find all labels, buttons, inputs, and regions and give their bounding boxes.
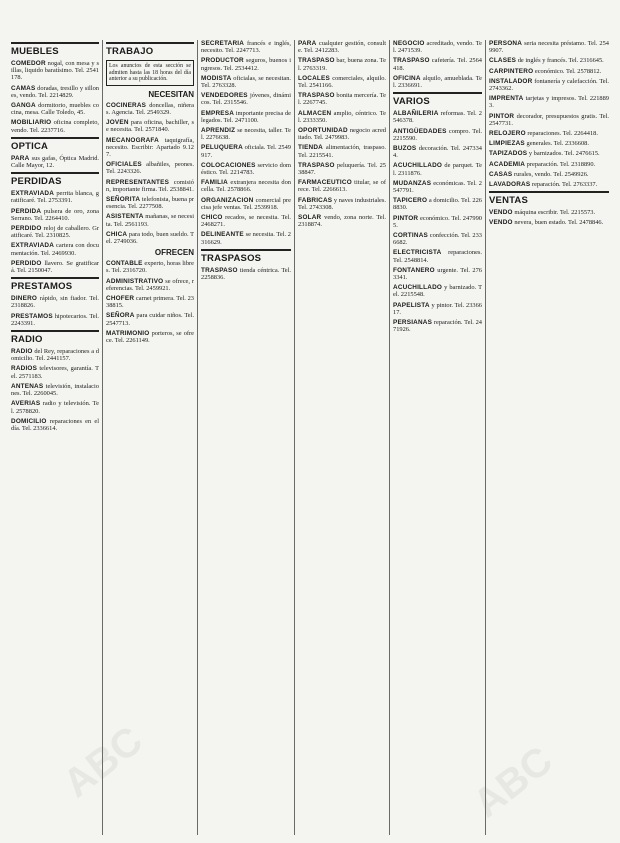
ad-lead-word: ALMACEN [298, 109, 332, 117]
ad-text: extranjera necesita doncella. Tel. 2578866. [201, 179, 291, 194]
ad-lead-word: INSTALADOR [489, 77, 533, 85]
ad-lead-word: ACADEMIA [489, 160, 526, 168]
classified-ad [298, 127, 386, 141]
ad-lead-word: VENDO [489, 209, 513, 217]
classified-ad [11, 383, 99, 397]
classified-ad [11, 313, 99, 327]
classified-ad [201, 92, 291, 106]
classified-ad [106, 231, 194, 245]
classified-ad [11, 242, 99, 256]
classified-ad [11, 60, 99, 82]
classified-ad [298, 162, 386, 176]
classified-ad [489, 209, 609, 216]
classified-ad [393, 57, 482, 71]
ad-lead-word: ADMINISTRATIVO [106, 277, 164, 285]
subsection-heading: NECESITAN [148, 89, 194, 99]
ad-lead-word: CORTINAS [393, 232, 428, 240]
ad-text: máquina escribir. Tel. 2215573. [514, 209, 596, 217]
ad-text: oficina completo, vendo. Tel. 2237716. [11, 119, 99, 134]
ad-lead-word: LIMPIEZAS [489, 140, 525, 148]
ad-lead-word: CHICO [201, 214, 223, 222]
classified-ad [106, 179, 194, 193]
ad-lead-word: TAPICERO [393, 197, 428, 205]
ad-text: televisión, instalaciones. Tel. 2260045. [11, 382, 99, 398]
ad-text: porteros, se ofrece. Tel. 2261149. [106, 329, 194, 345]
classified-ad [201, 57, 291, 71]
ad-lead-word: TRASPASO [298, 161, 335, 169]
ad-text: reloj de caballero. Gratificaré. Tel. 2310825. [11, 225, 99, 240]
classified-ad [11, 295, 99, 309]
ad-lead-word: IMPRENTA [489, 95, 524, 103]
ad-text: urgente. Tel. 2763341. [393, 266, 482, 282]
ad-lead-word: TRASPASO [298, 57, 335, 65]
ad-lead-word: CASAS [489, 170, 513, 178]
subsection-heading: OFRECEN [154, 248, 194, 258]
classified-ad [201, 40, 291, 54]
ad-lead-word: PRODUCTOR [201, 57, 244, 65]
ad-text: alimentación, traspaso. Tel. 2215541. [298, 144, 386, 159]
ad-lead-word: TRASPASO [298, 92, 335, 100]
ad-lead-word: PERSIANAS [393, 319, 433, 327]
ad-text: preparación. Tel. 2318890. [526, 160, 596, 168]
column-3 [198, 40, 295, 835]
classified-ad [106, 260, 194, 274]
classified-ad [393, 215, 482, 229]
classified-ad [393, 40, 482, 54]
ad-lead-word: LOCALES [298, 74, 330, 82]
ad-lead-word: AVERIAS [11, 400, 41, 408]
ad-text: recados, se necesita. Tel. 2468271. [201, 214, 291, 229]
ad-lead-word: NEGOCIO [393, 40, 425, 47]
ad-lead-word: ALBAÑILERIA [393, 110, 439, 118]
classified-ad [11, 418, 99, 432]
ad-text: doradas, tresillo y sillones, vendo. Tel. 2214829. [11, 84, 99, 99]
ad-lead-word: CAMAS [11, 84, 36, 92]
ad-lead-word: ANTENAS [11, 382, 44, 390]
ad-text: negocio acreditado. Tel. 2479983. [298, 127, 386, 142]
classified-ad [106, 196, 194, 210]
classified-ad [11, 119, 99, 133]
ad-text: dormitorio, muebles cocina, mesa. Calle Toledo, 45. [11, 102, 99, 117]
classified-ad [11, 348, 99, 362]
ad-text: importante precisa delegados. Tel. 2471100. [201, 109, 291, 124]
watermark: ABC [465, 738, 561, 827]
ad-lead-word: ANTIGÜEDADES [393, 127, 447, 135]
section-rule [489, 191, 609, 193]
section-rule [11, 172, 99, 174]
ad-text: oficialas, se necesitan. Tel. 2763328. [201, 74, 291, 90]
classified-ad [106, 312, 194, 326]
section-rule [11, 277, 99, 279]
classified-ad [393, 267, 482, 281]
section-heading: TRABAJO [106, 46, 154, 57]
classified-ad [11, 260, 99, 274]
ad-lead-word: COMEDOR [11, 60, 46, 67]
section-heading: RADIO [11, 334, 43, 346]
ad-text: vendo, zona norte. Tel. 2318874. [298, 214, 386, 229]
ad-text: para oficina, bachiller, se necesita. Tel. 2571840. [106, 119, 194, 134]
ad-text: de inglés y francés. Tel. 2316645. [517, 57, 604, 65]
ad-lead-word: PAPELISTA [393, 301, 430, 309]
ad-lead-word: PERDIDO [11, 259, 42, 267]
ad-text: reparación. Tel. 2471926. [393, 319, 482, 334]
classified-ad [489, 57, 609, 64]
classified-ad [201, 214, 291, 228]
classified-ad [201, 267, 291, 281]
ad-text: decorador, presupuestos gratis. Tel. 2547731. [489, 112, 609, 127]
classified-ad [11, 400, 99, 414]
classified-ad [11, 190, 99, 204]
classified-ad [11, 365, 99, 379]
classified-ad [11, 85, 99, 99]
classified-ad [393, 180, 482, 194]
ad-lead-word: MECANOGRAFA [106, 136, 159, 144]
classified-ad [393, 249, 482, 263]
ad-text: doncellas, niñeras. Agencia. Tel. 2549329. [106, 101, 194, 116]
ad-text: taquigrafía, necesito. Escribir: Apartado 9.127. [106, 136, 194, 158]
ad-text: económico. Tel. 2479905. [393, 214, 482, 229]
ad-lead-word: DINERO [11, 295, 38, 303]
ad-lead-word: ORGANIZACION [201, 196, 254, 204]
ad-lead-word: CARPINTERO [489, 67, 534, 75]
ad-lead-word: PERDIDO [11, 225, 42, 233]
ad-text: rápido, sin fiador. Tel. 2318826. [11, 295, 99, 310]
section-notice: Los anuncios de esta sección se admiten hasta las 18 horas del día anterior a su publicación. [106, 60, 194, 86]
classified-ad [201, 197, 291, 211]
ad-text: rurales, vendo. Tel. 2549926. [513, 170, 589, 178]
section-heading: PERDIDAS [11, 176, 62, 188]
ad-text: jóvenes, dinámicos. Tel. 2315546. [201, 92, 291, 107]
ad-text: oficiala. Tel. 2549917. [201, 144, 291, 159]
ad-lead-word: TIENDA [298, 144, 323, 152]
ad-text: amplio, céntrico. Tel. 2333350. [298, 109, 386, 124]
section-rule [11, 330, 99, 332]
ad-text: mañanas, se necesita. Tel. 2561193. [106, 213, 194, 228]
column-1 [8, 40, 103, 835]
ad-text: seria necesita préstamo. Tel. 2549907. [489, 40, 609, 55]
classified-ad [393, 145, 482, 159]
classified-ad [489, 78, 609, 92]
ad-lead-word: CONTABLE [106, 260, 143, 268]
ad-text: pulsera de oro, zona Serrano. Tel. 2264410. [11, 207, 99, 222]
ad-text: para cuidar niños. Tel. 2547713. [106, 312, 194, 327]
ad-lead-word: JOVEN [106, 119, 129, 127]
column-4 [295, 40, 390, 835]
ad-lead-word: SEÑORITA [106, 196, 141, 204]
ad-text: hipotecarios. Tel. 2243391. [11, 312, 99, 327]
classified-ad [393, 75, 482, 89]
ad-lead-word: PERDIDA [11, 207, 42, 215]
ad-lead-word: SOLAR [298, 214, 322, 222]
column-2 [103, 40, 198, 835]
classified-ad [106, 119, 194, 133]
ad-lead-word: TRASPASO [201, 266, 238, 274]
ad-lead-word: RELOJERO [489, 130, 526, 138]
classified-ad [11, 208, 99, 222]
ad-lead-word: COLOCACIONES [201, 161, 256, 169]
classified-ad [489, 40, 609, 54]
classified-ad [201, 179, 291, 193]
classified-ad [298, 75, 386, 89]
ad-lead-word: PELUQUERA [201, 144, 243, 152]
ad-text: reparación. Tel. 2763337. [531, 181, 598, 189]
classified-ad [106, 161, 194, 175]
ad-text: bar, buena zona. Tel. 2763319. [298, 57, 386, 72]
ad-lead-word: PARA [11, 154, 30, 162]
ad-text: generales. Tel. 2336608. [526, 140, 589, 148]
classified-ad [393, 110, 482, 124]
ad-text: y naves industriales. Tel. 2743308. [298, 196, 386, 211]
ad-text: peluquería. Tel. 2538847. [298, 161, 386, 177]
ad-text: cartera con documentación. Tel. 2469930. [11, 242, 99, 257]
classified-ad [393, 232, 482, 246]
section-rule [393, 92, 482, 94]
classified-ad [489, 130, 609, 137]
ad-lead-word: MODISTA [201, 74, 232, 82]
ad-text: compro. Tel. 2215590. [393, 127, 482, 142]
section-rule [11, 42, 99, 44]
ad-text: experto, horas libres. Tel. 2316720. [106, 260, 194, 275]
section-heading: PRESTAMOS [11, 281, 73, 293]
classified-ad [489, 161, 609, 168]
ad-lead-word: CHICA [106, 230, 128, 238]
ad-text: de parquet. Tel. 2311876. [393, 162, 482, 177]
ad-text: para todo, buen sueldo. Tel. 2749036. [106, 230, 194, 246]
ad-lead-word: LAVADORAS [489, 181, 531, 189]
ad-text: seguros, buenos ingresos. Tel. 2534412. [201, 57, 291, 72]
ad-lead-word: TRASPASO [393, 57, 430, 65]
classified-ad [201, 127, 291, 141]
ad-lead-word: EXTRAVIADA [11, 190, 55, 198]
section-rule [11, 137, 99, 139]
classified-ad [298, 110, 386, 124]
classified-ad [201, 231, 291, 245]
ad-text: telefonista, buena presencia. Tel. 2277508. [106, 196, 194, 211]
classified-ad [11, 155, 99, 169]
ad-lead-word: VENDO [489, 219, 513, 227]
ad-text: nogal, con mesa y sillas, liquido baratísimo. Tel. 2541178. [11, 60, 99, 82]
ad-lead-word: DOMICILIO [11, 417, 47, 425]
ad-lead-word: ELECTRICISTA [393, 249, 442, 257]
classified-ad [393, 162, 482, 176]
ad-lead-word: OFICIALES [106, 161, 142, 169]
classified-ad [393, 197, 482, 211]
ad-lead-word: EXTRAVIADA [11, 242, 55, 250]
classified-ad [106, 137, 194, 159]
ad-lead-word: PRESTAMOS [11, 312, 53, 320]
classified-ad [489, 219, 609, 226]
classified-ad [106, 102, 194, 116]
classified-ad [298, 92, 386, 106]
ad-lead-word: FAMILIA [201, 179, 228, 187]
ad-text: comisión, importante firma. Tel. 2538841. [106, 178, 194, 193]
classified-ad [393, 319, 482, 333]
ad-lead-word: MOBILIARIO [11, 119, 52, 127]
classified-ad [489, 171, 609, 178]
classified-ad [11, 225, 99, 239]
ad-text: tarjetas y impresos. Tel. 2218893. [489, 95, 609, 110]
ad-text: nevera, buen estado. Tel. 2478846. [514, 219, 604, 227]
newspaper-page [8, 40, 612, 835]
ad-text: y barnizados. Tel. 2476615. [528, 150, 600, 158]
ad-lead-word: GANGA [11, 102, 36, 110]
classified-ad [106, 295, 194, 309]
section-heading: OPTICA [11, 140, 49, 152]
ad-text: reformas. Tel. 2546378. [393, 110, 482, 125]
ad-text: se ofrece, referencias. Tel. 2459921. [106, 277, 194, 292]
ad-text: francés e inglés, necesito. Tel. 2247713. [201, 40, 291, 55]
ad-text: comerciales, alquilo. Tel. 2541166. [298, 74, 386, 90]
ad-lead-word: OFICINA [393, 74, 421, 82]
ad-text: económicas. Tel. 2547791. [393, 179, 482, 195]
watermark: ABC [55, 718, 151, 807]
section-rule [201, 249, 291, 251]
ad-text: perrita blanca, gratificaré. Tel. 2753391. [11, 190, 99, 205]
classified-ad [201, 110, 291, 124]
classified-ad [298, 144, 386, 158]
classified-ad [393, 284, 482, 298]
classified-ad [298, 179, 386, 193]
ad-text: reparaciones en el día. Tel. 2336614. [11, 417, 99, 432]
ad-lead-word: RADIO [11, 348, 33, 356]
ad-text: a domicilio. Tel. 2268830. [393, 197, 482, 212]
ad-text: bonita mercería. Tel. 2267745. [298, 92, 386, 107]
ad-lead-word: PERSONA [489, 40, 523, 47]
ad-text: económico. Tel. 2578812. [534, 67, 602, 75]
ad-lead-word: SEÑORA [106, 312, 135, 320]
section-heading: VENTAS [489, 195, 529, 207]
classified-ad [393, 128, 482, 142]
ad-text: cafetería. Tel. 2564418. [393, 57, 482, 72]
section-heading: MUEBLES [11, 46, 59, 57]
ad-text: comercial precisa jefe ventas. Tel. 2539918. [201, 196, 291, 211]
ad-text: titular, se ofrece. Tel. 2266613. [298, 179, 386, 194]
classified-ad [201, 162, 291, 176]
classified-ad [298, 214, 386, 228]
ad-lead-word: PINTOR [489, 112, 515, 120]
ad-lead-word: PINTOR [393, 214, 419, 222]
ad-lead-word: SECRETARIA [201, 40, 245, 47]
ad-lead-word: APRENDIZ [201, 127, 236, 135]
ad-lead-word: DELINEANTE [201, 231, 244, 239]
ad-lead-word: FABRICAS [298, 196, 333, 204]
column-5 [390, 40, 486, 835]
classified-ad [106, 213, 194, 227]
classified-ad [11, 102, 99, 116]
ad-text: llavero. Se gratificará. Tel. 2150047. [11, 259, 99, 275]
ad-lead-word: CHOFER [106, 295, 135, 303]
ad-text: albañiles, peones. Tel. 2243326. [106, 161, 194, 176]
ad-lead-word: ACUCHILLADO [393, 162, 443, 170]
ad-text: tienda céntrica. Tel. 2258836. [201, 266, 291, 282]
section-heading: TRASPASOS [201, 252, 262, 264]
ad-lead-word: REPRESENTANTES [106, 178, 170, 186]
classified-ad [489, 181, 609, 188]
column-6 [486, 40, 612, 835]
classified-ad [298, 57, 386, 71]
classified-ad [106, 330, 194, 344]
classified-ad [298, 40, 386, 54]
ad-text: radio y televisión. Tel. 2578820. [11, 400, 99, 415]
ad-text: y barnizado. Tel. 2215548. [393, 284, 482, 299]
ad-lead-word: MATRIMONIO [106, 329, 150, 337]
classified-ad [489, 140, 609, 147]
ad-text: y pintor. Tel. 2336617. [393, 301, 482, 316]
ad-lead-word: ACUCHILLADO [393, 284, 443, 292]
ad-text: reparaciones. Tel. 2548814. [393, 249, 482, 264]
ad-lead-word: MUDANZAS [393, 179, 432, 187]
ad-text: televisores, garantía. Tel. 2571183. [11, 365, 99, 380]
ad-lead-word: EMPRESA [201, 109, 235, 117]
ad-text: sus gafas, Óptica Madrid. Calle Mayor, 12. [11, 154, 99, 170]
ad-lead-word: FARMACEUTICO [298, 179, 352, 187]
ad-text: cualquier gestión, consulte. Tel. 2412283. [298, 40, 386, 55]
ad-text: servicio doméstico. Tel. 2214783. [201, 161, 291, 177]
ad-lead-word: CLASES [489, 57, 517, 65]
ad-lead-word: VENDEDORES [201, 92, 248, 100]
ad-text: confección. Tel. 2336682. [393, 232, 482, 247]
section-rule [106, 42, 194, 44]
ad-lead-word: FONTANERO [393, 266, 435, 274]
ad-text: fontanería y calefacción. Tel. 2743362. [489, 77, 609, 93]
ad-text: del Rey, reparaciones a domicilio. Tel. 2441157. [11, 348, 99, 363]
classified-ad [489, 113, 609, 127]
classified-ad [393, 302, 482, 316]
classified-ad [489, 95, 609, 109]
classified-ad [489, 150, 609, 157]
ad-text: carnet primera. Tel. 2338815. [106, 295, 194, 310]
classified-ad [201, 144, 291, 158]
ad-lead-word: OPORTUNIDAD [298, 127, 348, 135]
classified-ad [106, 278, 194, 292]
ad-lead-word: ASISTENTA [106, 213, 144, 221]
ad-lead-word: COCINERAS [106, 101, 147, 109]
ad-text: decoración. Tel. 2473344. [393, 145, 482, 160]
ad-lead-word: TAPIZADOS [489, 150, 528, 158]
ad-text: reparaciones. Tel. 2264418. [527, 130, 598, 138]
classified-ad [489, 68, 609, 75]
ad-text: alquilo, amueblada. Tel. 2336691. [393, 74, 482, 90]
ad-text: acreditado, vendo. Tel. 2471539. [393, 40, 482, 55]
classified-ad [201, 75, 291, 89]
ad-lead-word: RADIOS [11, 365, 38, 373]
ad-lead-word: BUZOS [393, 145, 417, 153]
classified-ad [298, 197, 386, 211]
section-heading: VARIOS [393, 96, 430, 108]
ad-text: se necesita, taller. Tel. 2276638. [201, 127, 291, 142]
ad-lead-word: PARA [298, 40, 317, 47]
ad-text: se necesita. Tel. 2316629. [201, 231, 291, 246]
